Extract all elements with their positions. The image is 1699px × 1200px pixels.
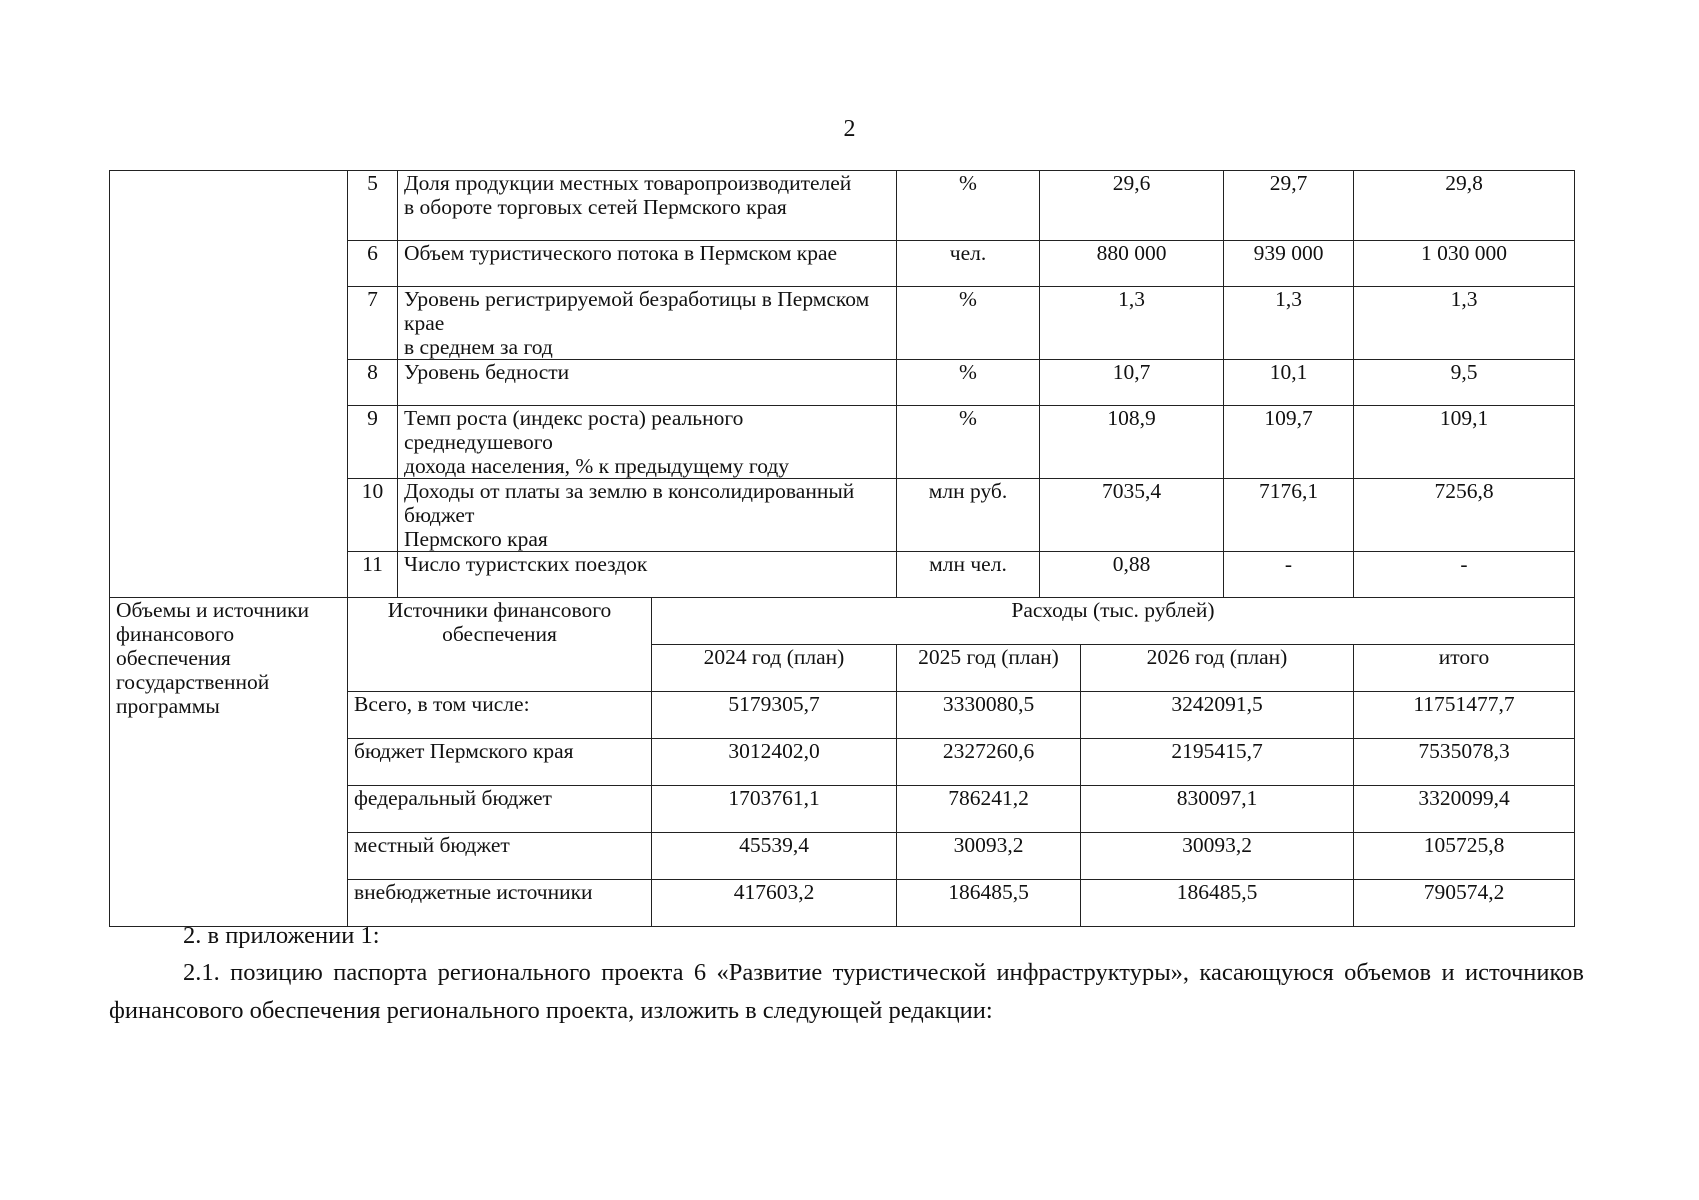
indicator-number: 9 bbox=[348, 406, 398, 479]
indicator-name: Доля продукции местных товаропроизводителей в обороте торговых сетей Пермского края bbox=[398, 171, 897, 241]
indicator-unit: млн руб. bbox=[897, 479, 1040, 552]
indicator-name: Доходы от платы за землю в консолидированный бюджет Пермского края bbox=[398, 479, 897, 552]
indicator-value-2024: 108,9 bbox=[1040, 406, 1224, 479]
indicator-value-2026: 9,5 bbox=[1354, 360, 1575, 406]
financing-source: Всего, в том числе: bbox=[348, 692, 652, 739]
indicator-number: 6 bbox=[348, 241, 398, 287]
financing-value: 3320099,4 bbox=[1354, 786, 1575, 833]
indicator-value-2025: 109,7 bbox=[1224, 406, 1354, 479]
column-header-2026: 2026 год (план) bbox=[1081, 645, 1354, 692]
column-header-2024: 2024 год (план) bbox=[652, 645, 897, 692]
indicator-value-2024: 1,3 bbox=[1040, 287, 1224, 360]
indicator-unit: млн чел. bbox=[897, 552, 1040, 598]
financing-value: 3242091,5 bbox=[1081, 692, 1354, 739]
sources-header: Источники финансового обеспечения bbox=[348, 598, 652, 692]
financing-value: 105725,8 bbox=[1354, 833, 1575, 880]
indicator-unit: % bbox=[897, 406, 1040, 479]
financing-value: 186485,5 bbox=[1081, 880, 1354, 927]
financing-value: 790574,2 bbox=[1354, 880, 1575, 927]
financing-value: 3012402,0 bbox=[652, 739, 897, 786]
financing-value: 30093,2 bbox=[897, 833, 1081, 880]
financing-value: 11751477,7 bbox=[1354, 692, 1575, 739]
indicator-value-2025: 10,1 bbox=[1224, 360, 1354, 406]
indicator-value-2026: 1 030 000 bbox=[1354, 241, 1575, 287]
column-header-2025: 2025 год (план) bbox=[897, 645, 1081, 692]
paragraph-project-passport: 2.1. позицию паспорта регионального проекта 6 «Развитие туристической инфраструктуры», касающуюся объемов и источников финансового обеспечения регионального проекта, изложить в следующей редакции: bbox=[109, 959, 1584, 1024]
indicator-value-2026: 1,3 bbox=[1354, 287, 1575, 360]
financing-value: 45539,4 bbox=[652, 833, 897, 880]
indicator-value-2025: 29,7 bbox=[1224, 171, 1354, 241]
financing-source: федеральный бюджет bbox=[348, 786, 652, 833]
indicator-value-2025: 939 000 bbox=[1224, 241, 1354, 287]
indicator-value-2026: 109,1 bbox=[1354, 406, 1575, 479]
paragraph-appendix: 2. в приложении 1: bbox=[183, 922, 380, 949]
indicator-value-2024: 0,88 bbox=[1040, 552, 1224, 598]
indicator-unit: % bbox=[897, 360, 1040, 406]
indicator-number: 8 bbox=[348, 360, 398, 406]
empty-label-cell bbox=[110, 171, 348, 598]
financing-value: 2195415,7 bbox=[1081, 739, 1354, 786]
financing-value: 5179305,7 bbox=[652, 692, 897, 739]
indicator-row bbox=[110, 171, 1575, 241]
indicator-number: 5 bbox=[348, 171, 398, 241]
indicator-value-2026: 7256,8 bbox=[1354, 479, 1575, 552]
indicator-number: 11 bbox=[348, 552, 398, 598]
indicator-value-2024: 7035,4 bbox=[1040, 479, 1224, 552]
indicator-value-2025: 1,3 bbox=[1224, 287, 1354, 360]
financing-value: 417603,2 bbox=[652, 880, 897, 927]
financing-source: бюджет Пермского края bbox=[348, 739, 652, 786]
indicator-value-2026: 29,8 bbox=[1354, 171, 1575, 241]
program-passport-table bbox=[109, 170, 1575, 927]
financing-value: 2327260,6 bbox=[897, 739, 1081, 786]
financing-value: 30093,2 bbox=[1081, 833, 1354, 880]
indicator-value-2026: - bbox=[1354, 552, 1575, 598]
financing-header-row bbox=[110, 598, 1575, 645]
financing-value: 7535078,3 bbox=[1354, 739, 1575, 786]
indicator-name: Уровень бедности bbox=[398, 360, 897, 406]
financing-source: внебюджетные источники bbox=[348, 880, 652, 927]
indicator-value-2024: 10,7 bbox=[1040, 360, 1224, 406]
financing-source: местный бюджет bbox=[348, 833, 652, 880]
indicator-value-2024: 29,6 bbox=[1040, 171, 1224, 241]
financing-label: Объемы и источники финансового обеспечения государственной программы bbox=[110, 598, 348, 927]
indicator-number: 7 bbox=[348, 287, 398, 360]
indicator-name: Темп роста (индекс роста) реального среднедушевого дохода населения, % к предыдущему году bbox=[398, 406, 897, 479]
page-number: 2 bbox=[843, 116, 856, 142]
financing-value: 3330080,5 bbox=[897, 692, 1081, 739]
indicator-value-2025: 7176,1 bbox=[1224, 479, 1354, 552]
indicator-name: Число туристских поездок bbox=[398, 552, 897, 598]
indicator-name: Объем туристического потока в Пермском крае bbox=[398, 241, 897, 287]
indicator-unit: % bbox=[897, 287, 1040, 360]
financing-value: 830097,1 bbox=[1081, 786, 1354, 833]
financing-value: 186485,5 bbox=[897, 880, 1081, 927]
column-header-total: итого bbox=[1354, 645, 1575, 692]
indicator-unit: % bbox=[897, 171, 1040, 241]
indicator-value-2025: - bbox=[1224, 552, 1354, 598]
indicator-value-2024: 880 000 bbox=[1040, 241, 1224, 287]
indicator-name: Уровень регистрируемой безработицы в Пермском крае в среднем за год bbox=[398, 287, 897, 360]
financing-value: 786241,2 bbox=[897, 786, 1081, 833]
indicator-number: 10 bbox=[348, 479, 398, 552]
indicator-unit: чел. bbox=[897, 241, 1040, 287]
financing-value: 1703761,1 bbox=[652, 786, 897, 833]
expenses-header: Расходы (тыс. рублей) bbox=[652, 598, 1575, 645]
